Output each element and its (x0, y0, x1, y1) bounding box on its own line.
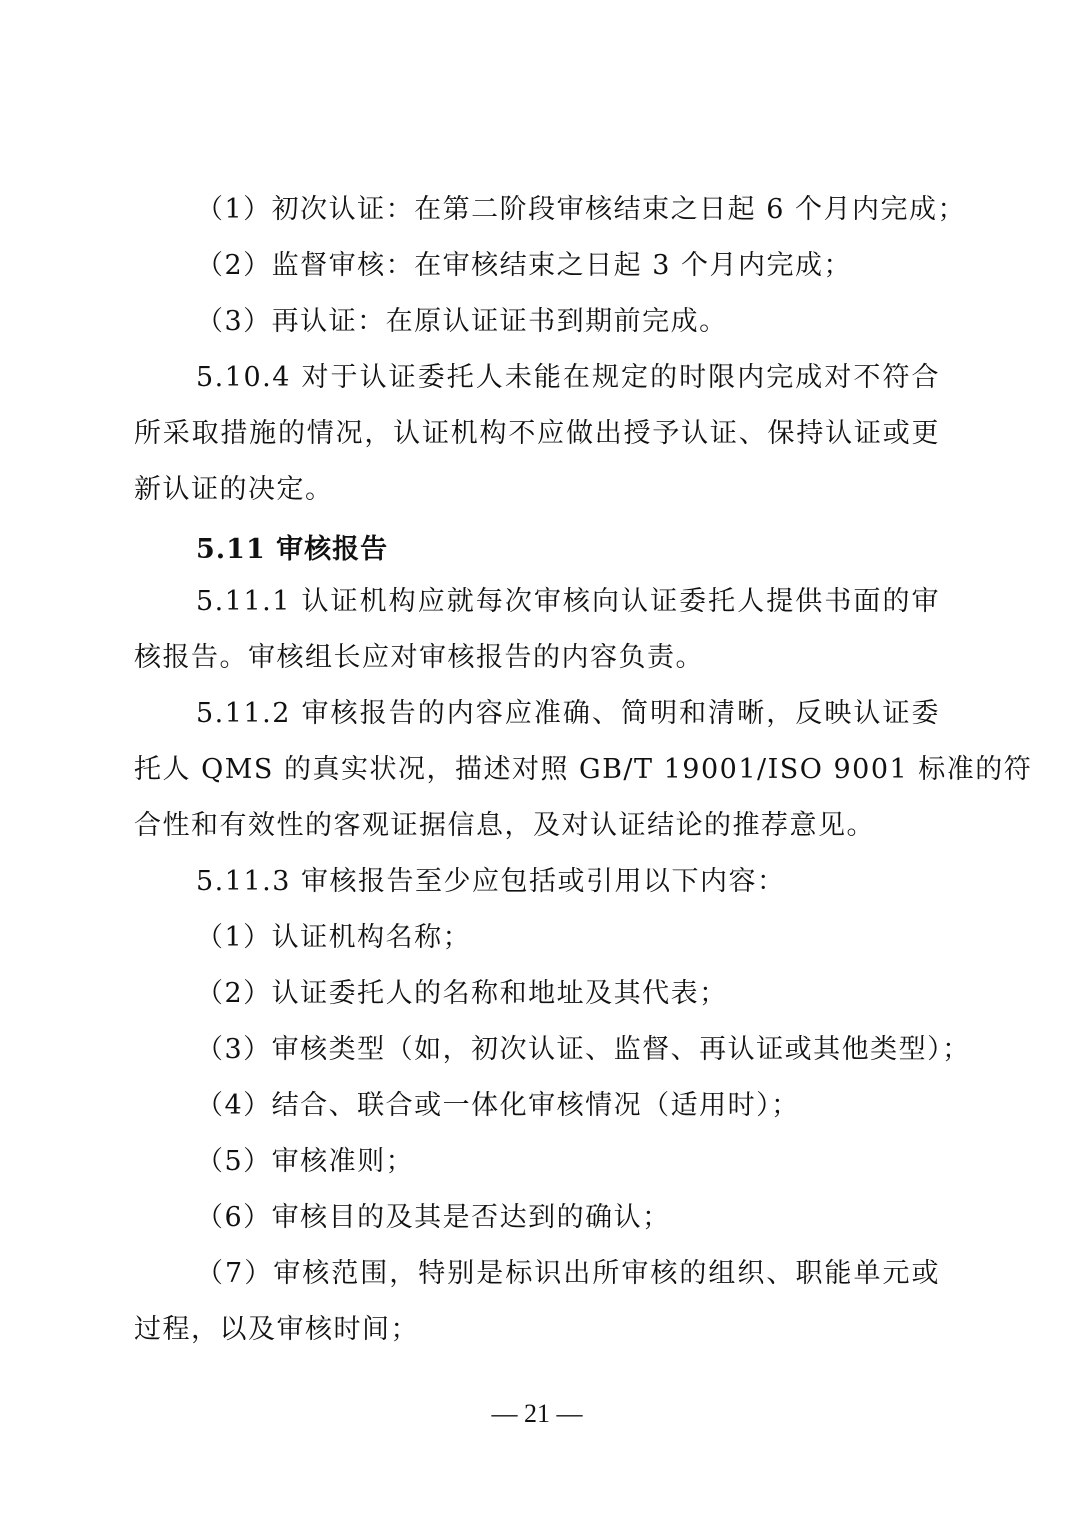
text-line: 所采取措施的情况，认证机构不应做出授予认证、保持认证或更 (134, 418, 940, 449)
text-line: 新认证的决定。 (134, 474, 334, 505)
text-line: 5.10.4 对于认证委托人未能在规定的时限内完成对不符合 (196, 362, 940, 393)
text-line: （1）初次认证：在第二阶段审核结束之日起 6 个月内完成； (196, 194, 967, 225)
text-line: 过程，以及审核时间； (134, 1314, 419, 1345)
list-item: （5）审核准则； (196, 1146, 415, 1177)
list-item: （7）审核范围，特别是标识出所审核的组织、职能单元或 (196, 1258, 940, 1289)
text-line: 5.11.2 审核报告的内容应准确、简明和清晰，反映认证委 (196, 698, 940, 729)
text-line: 合性和有效性的客观证据信息，及对认证结论的推荐意见。 (134, 810, 875, 841)
section-heading: 5.11 审核报告 (196, 534, 389, 565)
list-item: （2）认证委托人的名称和地址及其代表； (196, 978, 728, 1009)
page-number: — 21 — (491, 1399, 583, 1428)
list-item: （3）审核类型（如，初次认证、监督、再认证或其他类型）； (196, 1034, 971, 1065)
text-line: 托人 QMS 的真实状况，描述对照 GB/T 19001/ISO 9001 标准的符 (134, 754, 1033, 785)
text-line: （2）监督审核：在审核结束之日起 3 个月内完成； (196, 250, 853, 281)
list-item: （1）认证机构名称； (196, 922, 472, 953)
text-line: 5.11.3 审核报告至少应包括或引用以下内容： (196, 866, 786, 897)
list-item: （4）结合、联合或一体化审核情况（适用时）； (196, 1090, 800, 1121)
text-line: 核报告。审核组长应对审核报告的内容负责。 (134, 642, 704, 673)
list-item: （6）审核目的及其是否达到的确认； (196, 1202, 671, 1233)
text-line: （3）再认证：在原认证证书到期前完成。 (196, 306, 728, 337)
text-line: 5.11.1 认证机构应就每次审核向认证委托人提供书面的审 (196, 586, 940, 617)
